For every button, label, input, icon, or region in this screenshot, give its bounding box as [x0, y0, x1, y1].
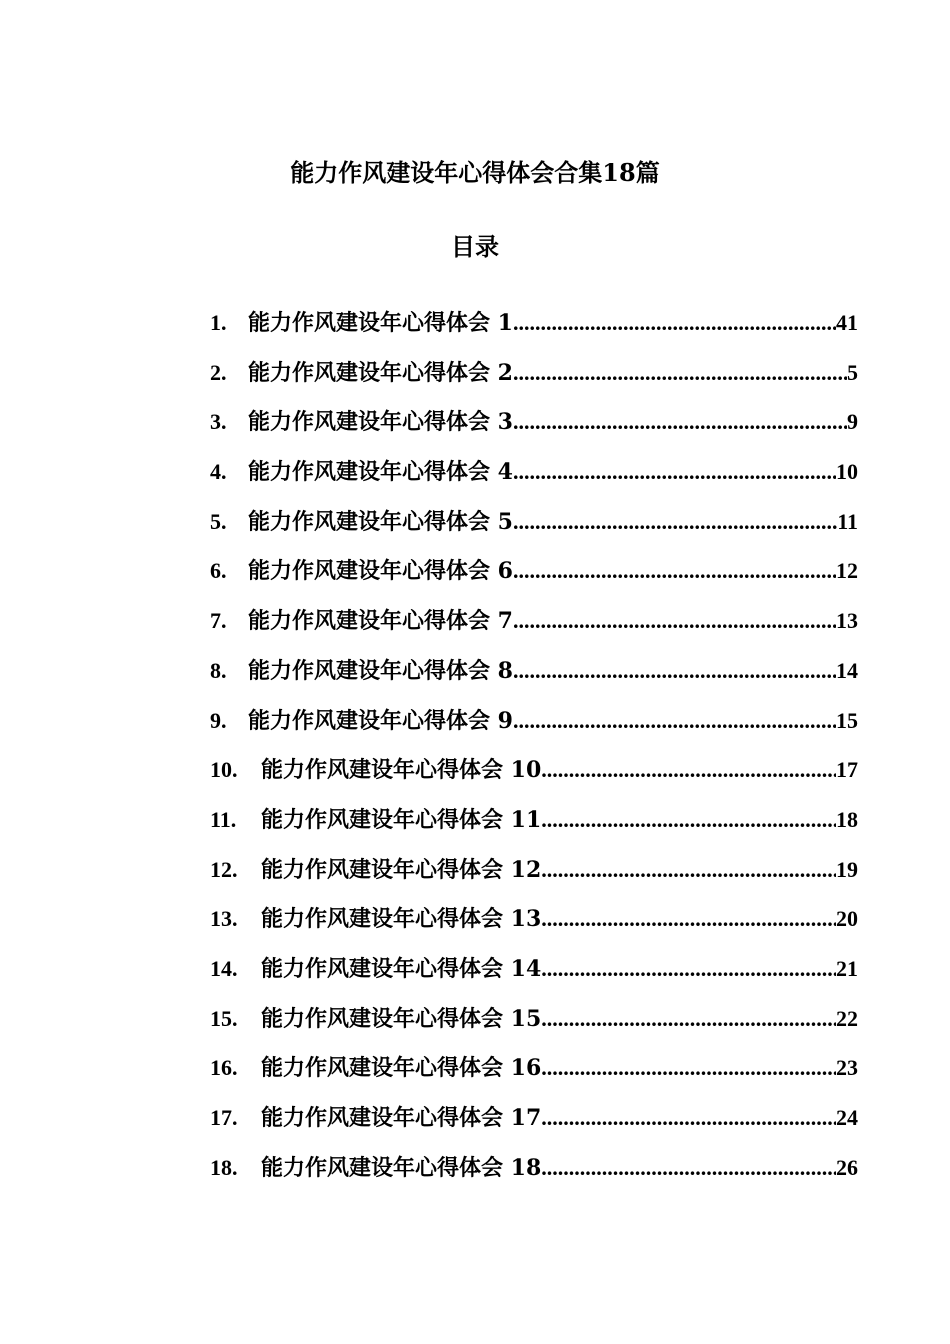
toc-entry-page: 11	[837, 508, 858, 534]
toc-entry[interactable]	[210, 753, 858, 803]
toc-entry-page: 23	[836, 1055, 858, 1081]
toc-entry-title: 能力作风建设年心得体会 1	[248, 310, 513, 336]
toc-entry[interactable]	[210, 604, 858, 654]
toc-leader-dots	[541, 1101, 836, 1135]
toc-entry[interactable]	[210, 554, 858, 604]
toc-leader-dots	[541, 803, 836, 837]
toc-entry-page: 12	[836, 558, 858, 584]
toc-leader-dots	[541, 1151, 836, 1185]
toc-leader-dots	[513, 306, 836, 340]
document-title: 能力作风建设年心得体会合集18篇	[290, 158, 660, 187]
toc-entry-number: 3.	[210, 409, 227, 435]
toc-leader-dots	[513, 704, 836, 738]
toc-entry-title: 能力作风建设年心得体会 12	[261, 856, 542, 883]
toc-entry-title: 能力作风建设年心得体会 5	[248, 508, 513, 535]
toc-entry-title: 能力作风建设年心得体会 15	[261, 1005, 542, 1032]
toc-entry[interactable]	[210, 654, 858, 704]
toc-entry-number: 8.	[210, 657, 227, 683]
toc-entry-page: 17	[836, 757, 858, 783]
toc-entry-number: 18.	[210, 1154, 238, 1180]
toc-entry-page: 20	[836, 906, 858, 932]
toc-entry-title: 能力作风建设年心得体会 16	[261, 1055, 542, 1082]
toc-entry-title: 能力作风建设年心得体会 10	[261, 757, 542, 784]
toc-entry[interactable]	[210, 356, 858, 406]
toc-entry-number: 13.	[210, 906, 238, 932]
toc-entry-page: 19	[836, 856, 858, 882]
toc-entry-title: 能力作风建设年心得体会 17	[261, 1105, 542, 1131]
toc-entry-number: 17.	[210, 1105, 238, 1130]
toc-entry-title: 能力作风建设年心得体会 9	[248, 707, 513, 734]
toc-entry[interactable]	[210, 1101, 858, 1151]
toc-leader-dots	[513, 356, 847, 390]
toc-entry-page: 24	[836, 1105, 858, 1130]
toc-entry-number: 7.	[210, 608, 227, 634]
toc-entry-title: 能力作风建设年心得体会 6	[248, 558, 513, 585]
toc-heading: 目录	[451, 232, 499, 261]
toc-entry[interactable]	[210, 853, 858, 903]
toc-entry[interactable]	[210, 952, 858, 1002]
toc-entry-page: 41	[836, 310, 858, 335]
toc-entry-number: 12.	[210, 856, 238, 882]
toc-leader-dots	[513, 405, 847, 439]
toc-entry[interactable]	[210, 1151, 858, 1201]
toc-entry[interactable]	[210, 505, 858, 555]
toc-leader-dots	[541, 902, 836, 936]
toc-entry-page: 22	[836, 1005, 858, 1031]
toc-entry-number: 11.	[210, 806, 237, 832]
toc-entry[interactable]	[210, 306, 858, 356]
toc-entry-number: 2.	[210, 359, 227, 385]
toc-entry-number: 10.	[210, 757, 238, 783]
toc-entry[interactable]	[210, 455, 858, 505]
toc-entry-page: 18	[836, 806, 858, 832]
toc-entry-number: 15.	[210, 1005, 238, 1031]
toc-entry-title: 能力作风建设年心得体会 13	[261, 906, 542, 933]
toc-entry-page: 15	[836, 707, 858, 733]
toc-leader-dots	[513, 455, 836, 489]
toc-entry-title: 能力作风建设年心得体会 2	[248, 359, 513, 386]
toc-entry-number: 5.	[210, 508, 227, 534]
toc-entry-title: 能力作风建设年心得体会 3	[248, 409, 513, 436]
toc-entry-page: 13	[836, 608, 858, 634]
toc-entry[interactable]	[210, 1002, 858, 1052]
toc-entry-page: 21	[836, 955, 858, 981]
toc-leader-dots	[541, 1051, 836, 1085]
toc-leader-dots	[513, 654, 836, 688]
toc-entry-title: 能力作风建设年心得体会 8	[248, 657, 513, 684]
toc-entry-page: 26	[836, 1154, 858, 1180]
toc-entry-number: 4.	[210, 459, 227, 485]
toc-entry[interactable]	[210, 1051, 858, 1101]
toc-entry-page: 5	[847, 359, 858, 385]
toc-entry[interactable]	[210, 902, 858, 952]
toc-entry-title: 能力作风建设年心得体会 4	[248, 459, 513, 486]
toc-entry[interactable]	[210, 803, 858, 853]
toc-entry-title: 能力作风建设年心得体会 14	[261, 955, 542, 982]
toc-leader-dots	[513, 505, 837, 539]
toc-entry-number: 16.	[210, 1055, 238, 1081]
toc-entry-number: 14.	[210, 955, 238, 981]
toc-entry-page: 9	[847, 409, 858, 435]
table-of-contents	[210, 306, 858, 1200]
toc-leader-dots	[541, 1002, 836, 1036]
toc-leader-dots	[541, 853, 836, 887]
toc-leader-dots	[541, 753, 836, 787]
toc-entry-title: 能力作风建设年心得体会 18	[261, 1154, 542, 1181]
toc-entry-number: 6.	[210, 558, 227, 584]
toc-leader-dots	[513, 604, 836, 638]
toc-entry[interactable]	[210, 405, 858, 455]
toc-entry-title: 能力作风建设年心得体会 11	[261, 806, 542, 833]
toc-entry-page: 14	[836, 657, 858, 683]
toc-entry-title: 能力作风建设年心得体会 7	[248, 608, 513, 635]
toc-entry[interactable]	[210, 704, 858, 754]
toc-entry-page: 10	[836, 459, 858, 485]
toc-leader-dots	[513, 554, 836, 588]
toc-entry-number: 1.	[210, 310, 227, 335]
toc-entry-number: 9.	[210, 707, 227, 733]
toc-leader-dots	[541, 952, 836, 986]
